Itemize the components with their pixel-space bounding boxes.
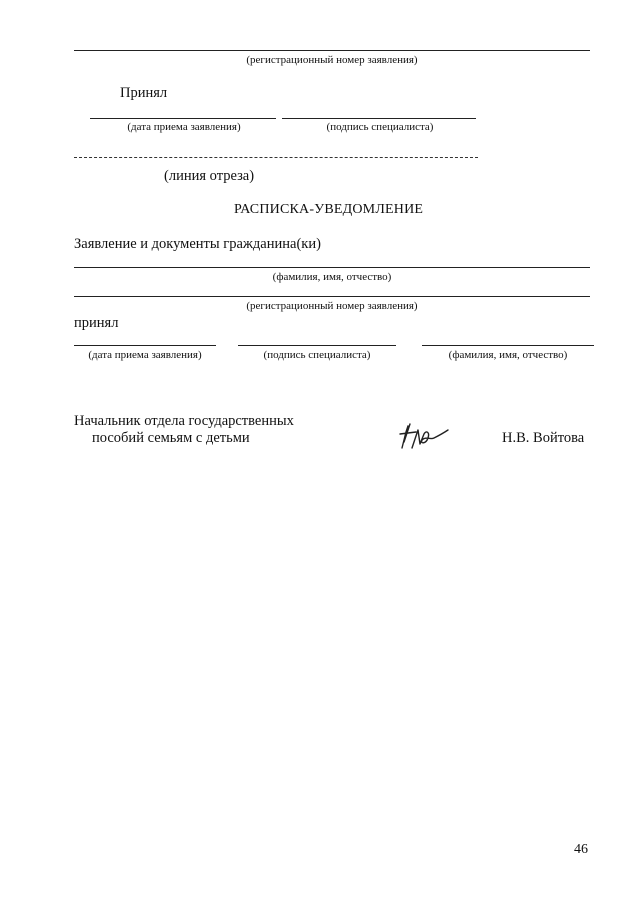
receipt-title: РАСПИСКА-УВЕДОМЛЕНИЕ <box>234 202 424 217</box>
reg-number-caption-receipt: (регистрационный номер заявления) <box>246 300 418 312</box>
accepted-label-receipt: принял <box>74 315 119 331</box>
cut-line <box>74 157 478 158</box>
citizen-fio-line <box>74 267 590 268</box>
signature-line-receipt <box>238 345 396 346</box>
page-number: 46 <box>574 842 588 857</box>
reg-number-caption-top: (регистрационный номер заявления) <box>246 54 418 66</box>
specialist-fio-caption: (фамилия, имя, отчество) <box>448 349 568 361</box>
handwritten-signature <box>396 418 452 454</box>
signature-line-top <box>282 118 476 119</box>
signature-caption-top: (подпись специалиста) <box>326 121 434 133</box>
accepted-label-top: Принял <box>120 85 168 101</box>
citizen-fio-caption: (фамилия, имя, отчество) <box>272 271 392 283</box>
signer-name: Н.В. Войтова <box>502 430 585 446</box>
reg-number-line-receipt <box>74 296 590 297</box>
position-title-line2: пособий семьям с детьми <box>92 430 250 446</box>
position-title-line1: Начальник отдела государственных <box>74 413 294 429</box>
cut-line-caption: (линия отреза) <box>164 168 255 184</box>
date-line-receipt <box>74 345 216 346</box>
signature-caption-receipt: (подпись специалиста) <box>263 349 371 361</box>
date-line-top <box>90 118 276 119</box>
receipt-intro-text: Заявление и документы гражданина(ки) <box>74 236 321 252</box>
reg-number-line-top <box>74 50 590 51</box>
date-caption-top: (дата приема заявления) <box>127 121 241 133</box>
specialist-fio-line <box>422 345 594 346</box>
date-caption-receipt: (дата приема заявления) <box>88 349 202 361</box>
